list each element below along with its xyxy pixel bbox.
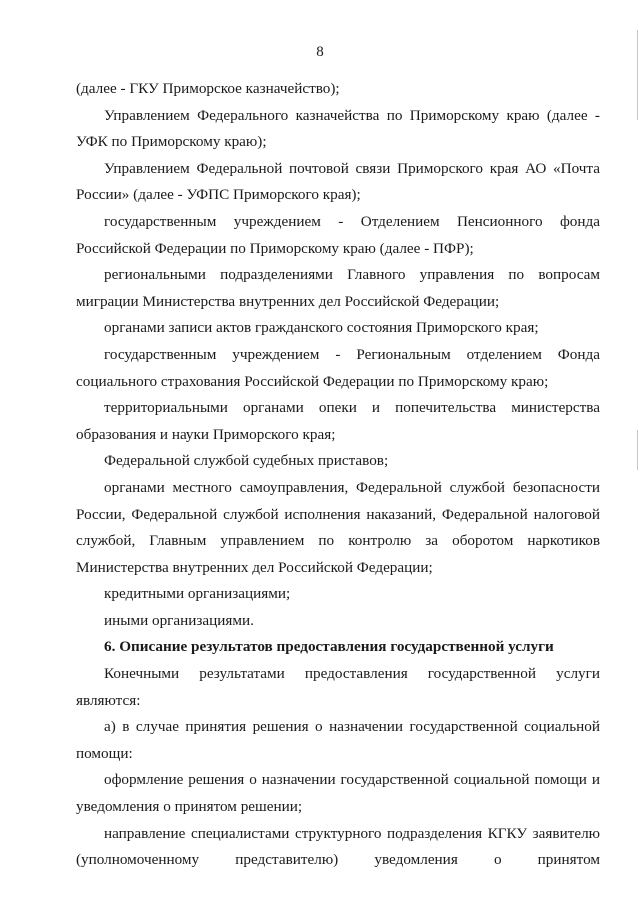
document-body (76, 76, 600, 874)
section-heading: 6. Описание результатов предоставления государственной услуги (104, 638, 554, 656)
paragraph: Управлением Федеральной почтовой связи Приморского края АО «Почта России» (далее - УФПС Приморского края); (76, 159, 600, 204)
paragraph: направление специалистами структурного подразделения КГКУ заявителю (уполномоченному представителю) уведомления о принятом (76, 824, 600, 869)
paragraph: иными организациями. (104, 611, 254, 629)
paragraph: органами местного самоуправления, Федеральной службой безопасности России, Федеральной службой исполнения наказаний, Федеральной налоговой службой, Главным управлением по контролю за оборотом наркотиков Министерства внутренних дел Российской Федерации; (76, 478, 600, 576)
paragraph: Управлением Федерального казначейства по Приморскому краю (далее - УФК по Приморскому краю); (76, 106, 600, 151)
paragraph: а) в случае принятия решения о назначении государственной социальной помощи: (76, 718, 600, 762)
paragraph: региональными подразделениями Главного управления по вопросам миграции Министерства внутренних дел Российской Федерации; (76, 266, 600, 310)
paragraph: оформление решения о назначении государственной социальной помощи и уведомления о принятом решении; (76, 771, 600, 816)
paragraph: Федеральной службой судебных приставов; (104, 452, 389, 470)
paragraph: (далее - ГКУ Приморское казначейство); (76, 80, 340, 97)
scan-margin-mark (637, 430, 638, 470)
scan-margin-mark (637, 30, 638, 120)
paragraph: государственным учреждением - Отделением Пенсионного фонда Российской Федерации по Приморскому краю (далее - ПФР); (76, 212, 600, 257)
paragraph: кредитными организациями; (104, 585, 291, 603)
paragraph: Конечными результатами предоставления государственной услуги являются: (76, 665, 600, 709)
paragraph: территориальными органами опеки и попечительства министерства образования и науки Приморского края; (76, 399, 600, 443)
paragraph: органами записи актов гражданского состояния Приморского края; (104, 319, 539, 337)
paragraph: государственным учреждением - Региональным отделением Фонда социального страхования Российской Федерации по Приморскому краю; (76, 345, 600, 390)
page-number: 8 (316, 44, 324, 60)
